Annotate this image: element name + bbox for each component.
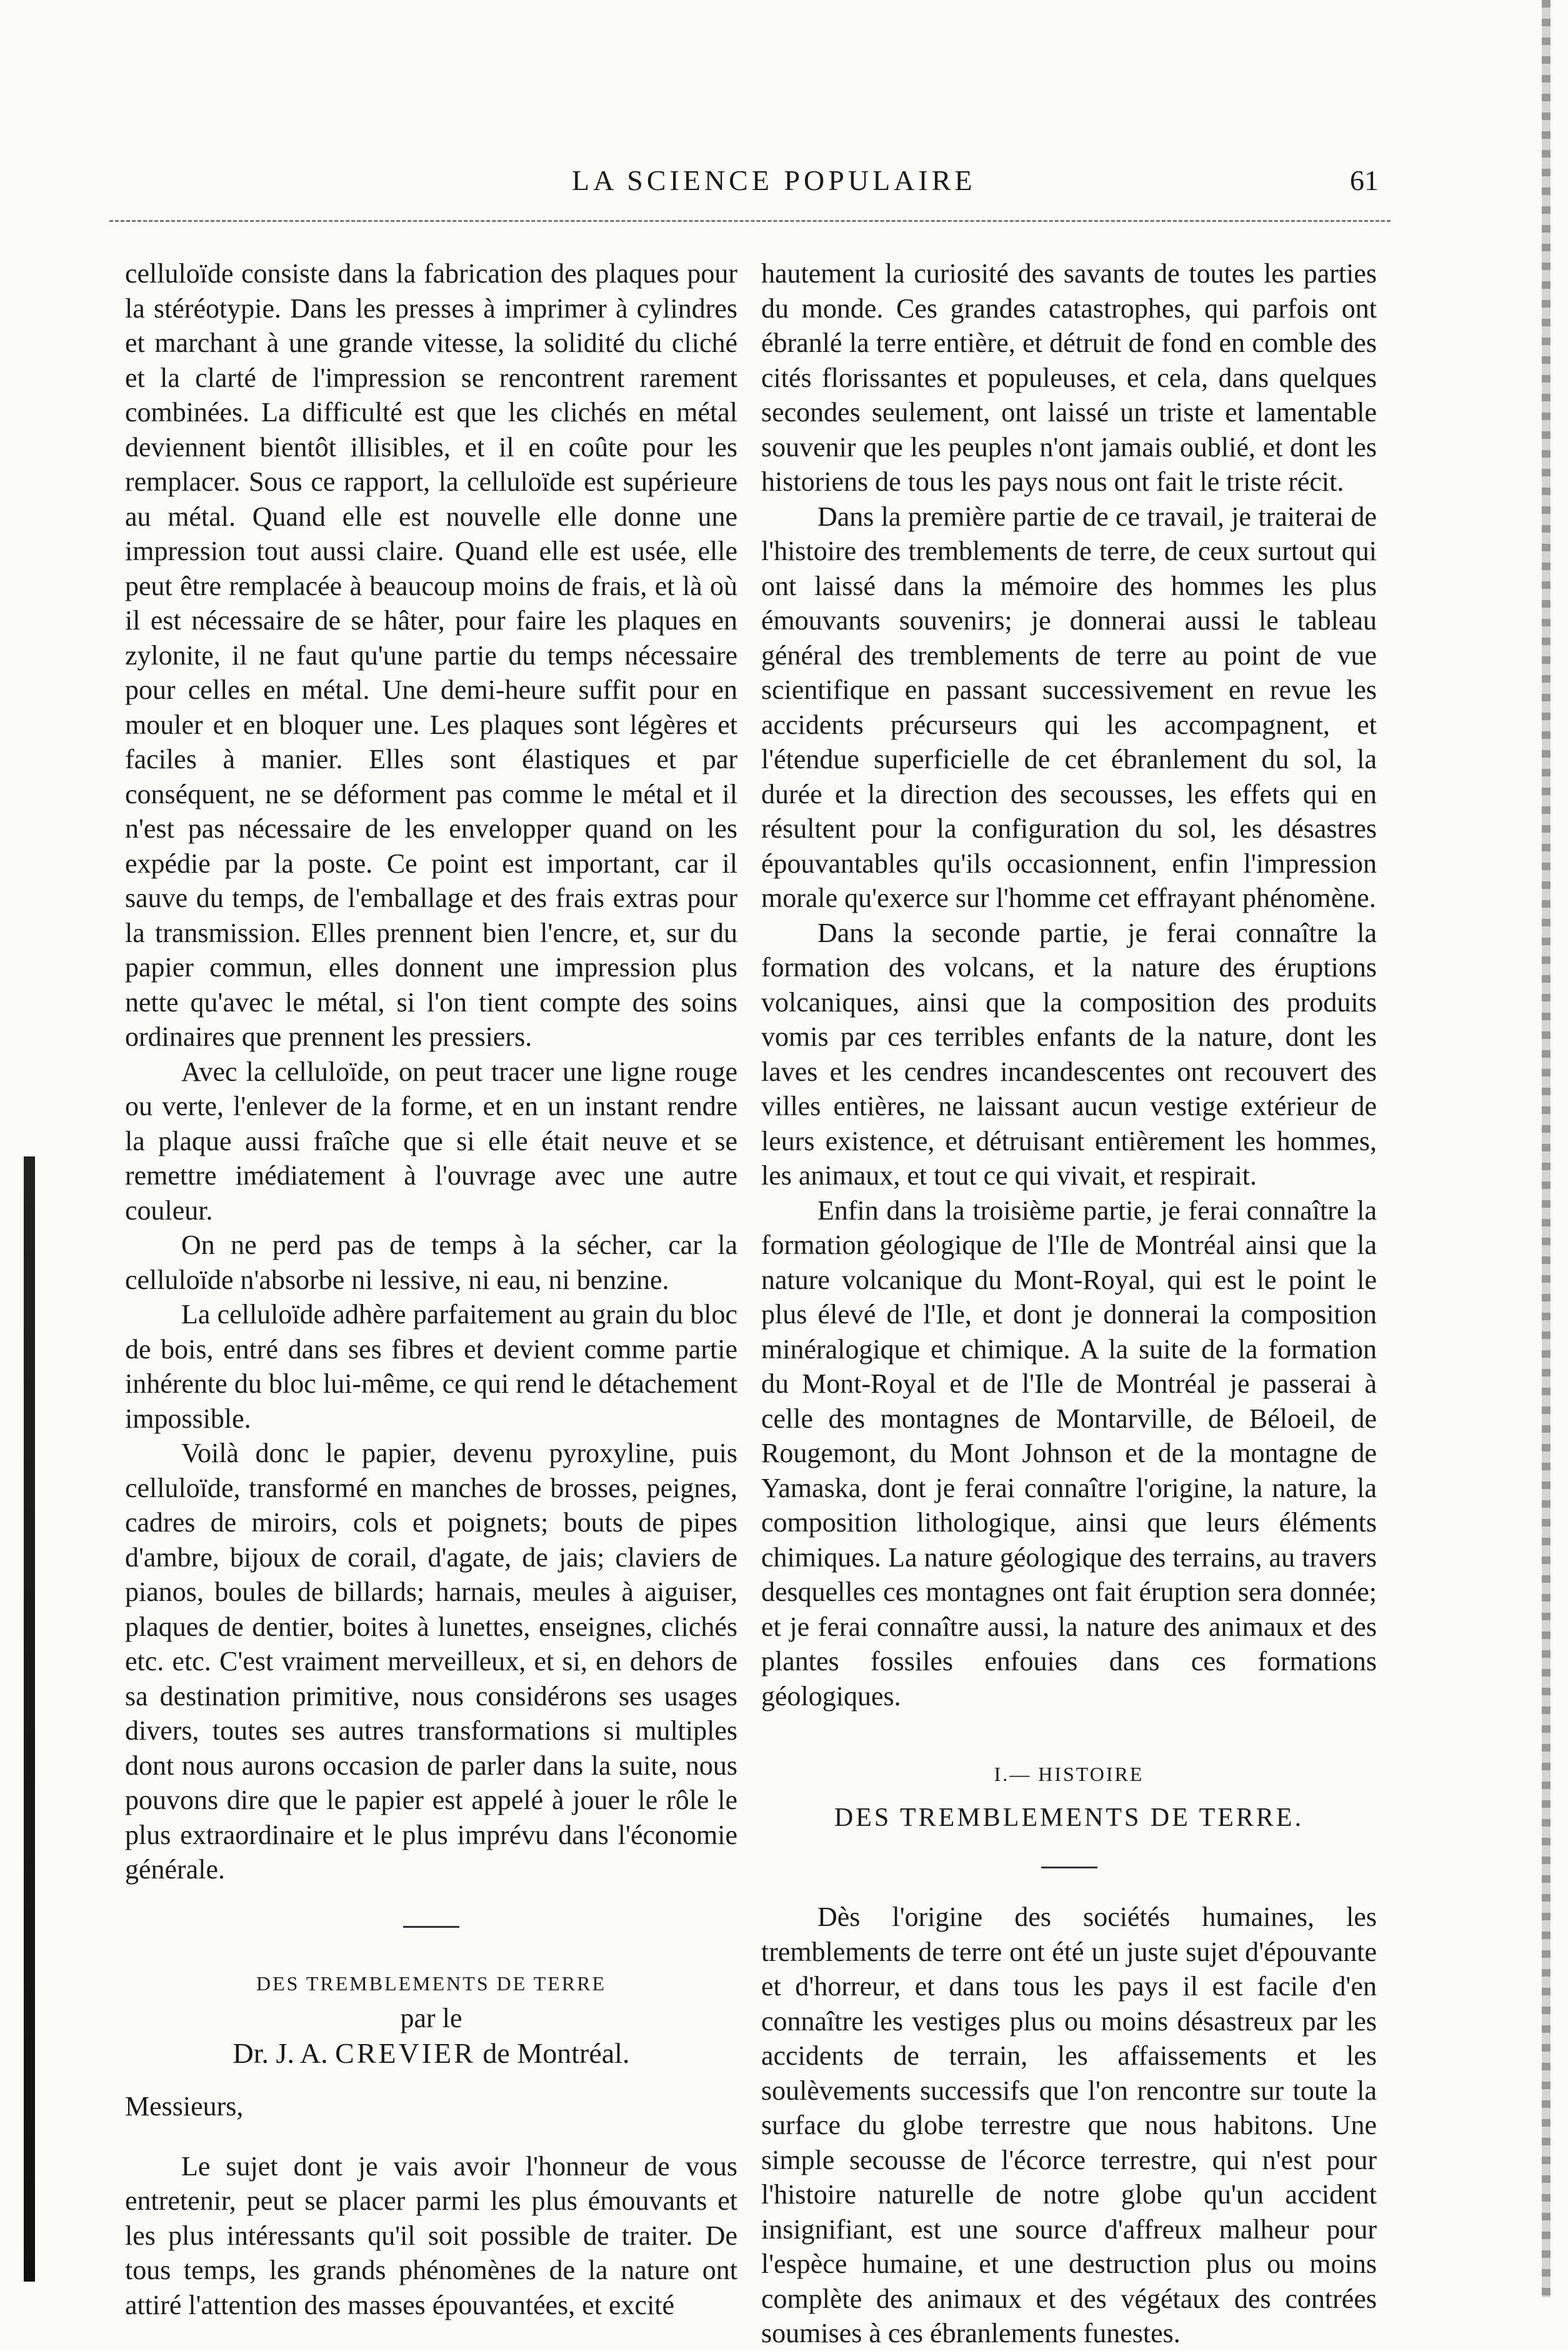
author-prefix: Dr. J. A. — [232, 2037, 328, 2069]
paragraph: La celluloïde adhère parfaitement au grain du bloc de bois, entré dans ses fibres et devient comme partie inhérente du bloc lui-même, ce qui rend le détachement impossible. — [125, 1299, 737, 1434]
right-column — [761, 256, 1377, 2351]
header-rule — [109, 220, 1391, 222]
article-title: DES TREMBLEMENTS DE TERRE — [256, 1972, 607, 1995]
by-line: par le — [400, 2003, 462, 2033]
article-author — [125, 2036, 737, 2071]
section-title: DES TREMBLEMENTS DE TERRE. — [834, 1803, 1304, 1832]
paragraph: Voilà donc le papier, devenu pyroxyline, puis celluloïde, transformé en manches de brosses, peignes, cadres de miroirs, cols et poignets; bouts de pipes d'ambre, bijoux de corail, d'agate, de jais; claviers de pianos, boules de billards; harnais, meules à aiguiser, plaques de dentier, boites à lunettes, enseignes, clichés etc. etc. C'est vraiment merveilleux, et si, en dehors de sa destination primitive, nous considérons ses usages divers, toutes ses autres transformations si multiples dont nous aurons occasion de parler dans la suite, nous pouvons dire que le papier est appelé à jouer le rôle le plus extraordinaire et le plus imprévu dans l'économie générale. — [125, 1438, 737, 1885]
page-number: 61 — [1350, 164, 1379, 196]
scan-edge-bar — [24, 1156, 35, 2282]
paragraph: Enfin dans la troisième partie, je ferai connaître la formation géologique de l'Ile de Montréal ainsi que la nature volcanique du Mont-Royal, qui est le point le plus élevé de l'Ile, et dont je donnerai la composition minéralogique et chimique. A la suite de la formation du Mont-Royal et de l'Ile de Montréal je passerai à celle des montagnes de Montarville, de Béloeil, de Rougemont, du Mont Johnson et de la montagne de Yamaska, dont je ferai connaître l'origine, la nature, la composition lithologique, ainsi que leurs éléments chimiques. La nature géologique des terrains, au travers desquelles ces montagnes ont fait éruption sera donnée; et je ferai connaître aussi, la nature des animaux et des plantes fossiles enfouies dans ces formations géologiques. — [761, 1195, 1377, 1712]
scan-edge-right — [1542, 0, 1551, 2297]
paragraph: Avec la celluloïde, on peut tracer une ligne rouge ou verte, l'enlever de la forme, et en un instant rendre la plaque aussi fraîche que si elle était neuve et se remettre imédiatement à l'ouvrage avec une autre couleur. — [125, 1056, 737, 1226]
paragraph: Dans la seconde partie, je ferai connaître la formation des volcans, et la nature des éruptions volcaniques, ainsi que la composition des produits vomis par ces terribles enfants de la nature, dont les laves et les cendres incandescentes ont recouvert des villes entières, ne laissant aucun vestige extérieur de leurs existence, et détruisant entièrement les hommes, les animaux, et tout ce qui vivait, et respirait. — [761, 917, 1377, 1191]
journal-title: LA SCIENCE POPULAIRE — [572, 164, 976, 196]
paragraph: On ne perd pas de temps à la sécher, car la celluloïde n'absorbe ni lessive, ni eau, ni benzine. — [125, 1230, 737, 1295]
author-name: CREVIER — [335, 2037, 476, 2069]
salutation: Messieurs, — [125, 2091, 244, 2122]
section-number: I.— HISTOIRE — [994, 1763, 1144, 1785]
author-suffix: de Montréal. — [482, 2037, 630, 2069]
paragraph: celluloïde consiste dans la fabrication des plaques pour la stéréotypie. Dans les presses à imprimer à cylindres et marchant à une grande vitesse, la solidité du cliché et la clarté de l'impression se rencontrent rarement combinées. La difficulté est que les clichés en métal deviennent bientôt illisibles, et il en coûte pour les remplacer. Sous ce rapport, la celluloïde est supérieure au métal. Quand elle est nouvelle elle donne une impression tout aussi claire. Quand elle est usée, elle peut être remplacée à beaucoup moins de frais, et là où il est nécessaire de se hâter, pour faire les plaques en zylonite, il ne faut qu'une partie du temps nécessaire pour celles en métal. Une demi-heure suffit pour en mouler et en bloquer une. Les plaques sont légères et faciles à manier. Elles sont élastiques et par conséquent, ne se déforment pas comme le métal et il n'est pas nécessaire de les envelopper quand on les expédie par la poste. Ce point est important, car il sauve du temps, de l'emballage et des frais extras pour la transmission. Elles prennent bien l'encre, et, sur du papier commun, elles donnent une impression plus nette qu'avec le métal, si l'on tient compte des soins ordinaires que prennent les pressiers. — [125, 258, 737, 1052]
running-header — [0, 164, 1568, 201]
paragraph: Le sujet dont je vais avoir l'honneur de vous entretenir, peut se placer parmi les plus émouvants et les plus intéressants qu'il soit possible de traiter. De tous temps, les grands phénomènes de la nature ont attiré l'attention des masses épouvantées, et excité — [125, 2150, 737, 2320]
paragraph: Dans la première partie de ce travail, je traiterai de l'histoire des tremblements de terre, de ceux surtout qui ont laissé dans la mémoire des hommes les plus émouvants souvenirs; je donnerai aussi le tableau général des tremblements de terre au point de vue scientifique en passant successivement en revue les accidents précurseurs qui les accompagnent, et l'étendue superficielle de cet ébranlement du sol, la durée et la direction des secousses, les effets qui en résultent pour la configuration du sol, les désastres épouvantables qu'ils occasionnent, enfin l'impression morale qu'exerce sur l'homme cet effrayant phénomène. — [761, 501, 1377, 913]
section-divider — [403, 1926, 459, 1928]
paragraph: Dès l'origine des sociétés humaines, les tremblements de terre ont été un juste sujet d'épouvante et d'horreur, et dans tous les pays il est facile d'en connaître les vestiges plus ou moins désastreux par les accidents de terrain, les affaissements et les soulèvements successifs que l'on rencontre sur toute la surface du globe terrestre que nous habitons. Une simple secousse de l'écorce terrestre, qui n'est pour l'histoire naturelle de notre globe qu'un accident insignifiant, est une source d'affreux malheur pour l'espèce humaine, et une destruction plus ou moins complète des animaux et des végétaux des contrées soumises à ces ébranlements funestes. — [761, 1902, 1377, 2348]
left-column — [125, 256, 737, 2322]
paragraph: hautement la curiosité des savants de toutes les parties du monde. Ces grandes catastrophes, qui parfois ont ébranlé la terre entière, et détruit de fond en comble des cités florissantes et populeuses, et cela, dans quelques secondes seulement, ont laissé un triste et lamentable souvenir que les peuples n'ont jamais oublié, et dont les historiens de tous les pays nous ont fait le triste récit. — [761, 258, 1377, 497]
section-divider — [1041, 1867, 1097, 1868]
